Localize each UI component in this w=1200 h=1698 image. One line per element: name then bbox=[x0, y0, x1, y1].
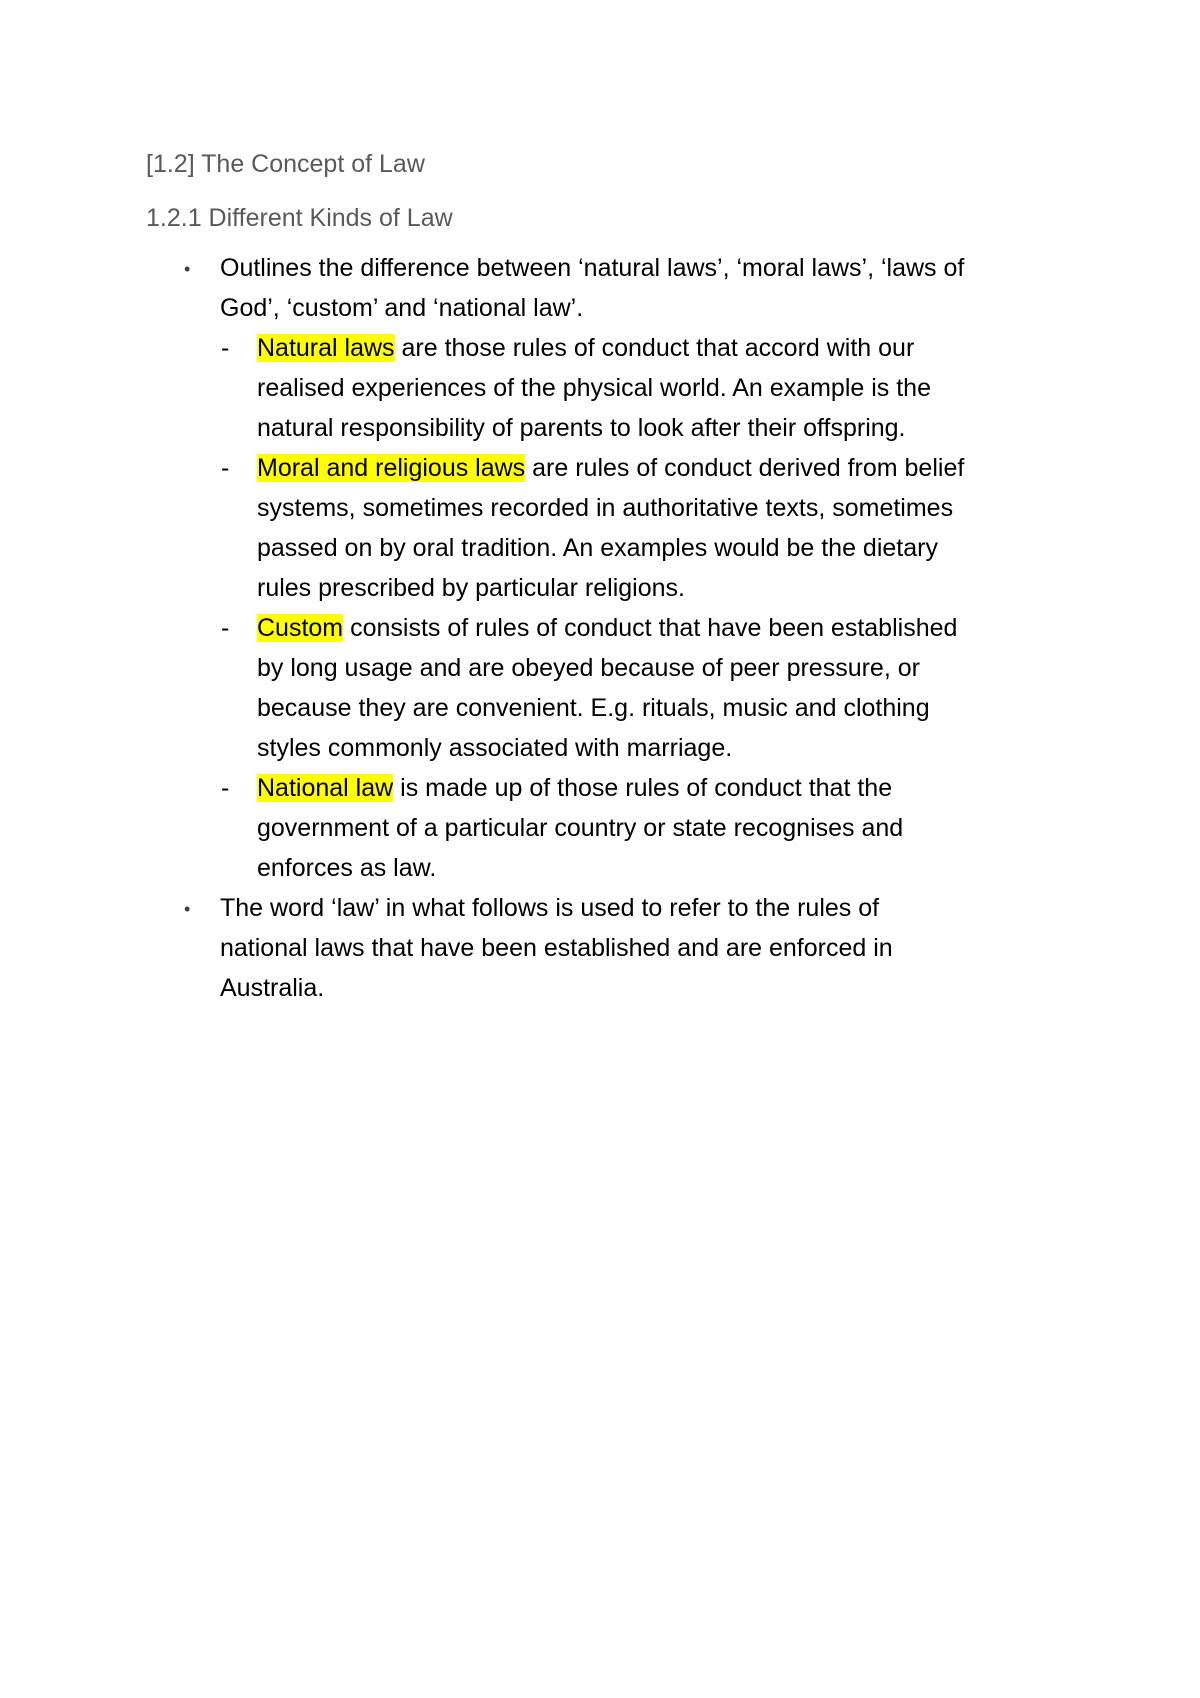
sub-item-text: are those rules of conduct that accord with our bbox=[394, 334, 915, 362]
sub-item-line: rules prescribed by particular religions. bbox=[257, 574, 685, 602]
section-heading: [1.2] The Concept of Law bbox=[146, 150, 425, 178]
sub-item-line: natural responsibility of parents to look after their offspring. bbox=[257, 414, 906, 442]
bullet-text-line: Australia. bbox=[220, 974, 325, 1002]
sub-item-line: styles commonly associated with marriage. bbox=[257, 734, 733, 762]
subsection-heading: 1.2.1 Different Kinds of Law bbox=[146, 204, 453, 232]
sub-item-line bbox=[257, 768, 892, 808]
bullet-icon: • bbox=[184, 259, 191, 279]
highlighted-term: National law bbox=[257, 774, 394, 802]
sub-item-line: by long usage and are obeyed because of peer pressure, or bbox=[257, 654, 920, 682]
dash-marker: - bbox=[221, 614, 230, 642]
sub-item-line: realised experiences of the physical world. An example is the bbox=[257, 374, 931, 402]
sub-item-line: passed on by oral tradition. An examples would be the dietary bbox=[257, 534, 938, 562]
sub-item-line bbox=[257, 448, 964, 488]
bullet-text-line: national laws that have been established and are enforced in bbox=[220, 934, 893, 962]
dash-marker: - bbox=[221, 774, 230, 802]
sub-item-line bbox=[257, 328, 914, 368]
sub-item-line bbox=[257, 608, 957, 648]
sub-item-text: consists of rules of conduct that have been established bbox=[343, 614, 958, 642]
sub-item-line: systems, sometimes recorded in authoritative texts, sometimes bbox=[257, 494, 954, 522]
highlighted-term: Natural laws bbox=[257, 334, 395, 362]
highlighted-term: Custom bbox=[257, 614, 344, 642]
sub-item-text: are rules of conduct derived from belief bbox=[525, 454, 965, 482]
bullet-text-line: The word ‘law’ in what follows is used to refer to the rules of bbox=[220, 894, 880, 922]
bullet-text-line: Outlines the difference between ‘natural laws’, ‘moral laws’, ‘laws of bbox=[220, 254, 965, 282]
sub-item-line: enforces as law. bbox=[257, 854, 437, 882]
dash-marker: - bbox=[221, 454, 230, 482]
bullet-icon: • bbox=[184, 899, 191, 919]
sub-item-line: because they are convenient. E.g. rituals, music and clothing bbox=[257, 694, 930, 722]
sub-item-text: is made up of those rules of conduct that the bbox=[393, 774, 893, 802]
sub-item-line: government of a particular country or state recognises and bbox=[257, 814, 904, 842]
bullet-text-line: God’, ‘custom’ and ‘national law’. bbox=[220, 294, 584, 322]
dash-marker: - bbox=[221, 334, 230, 362]
highlighted-term: Moral and religious laws bbox=[257, 454, 526, 482]
